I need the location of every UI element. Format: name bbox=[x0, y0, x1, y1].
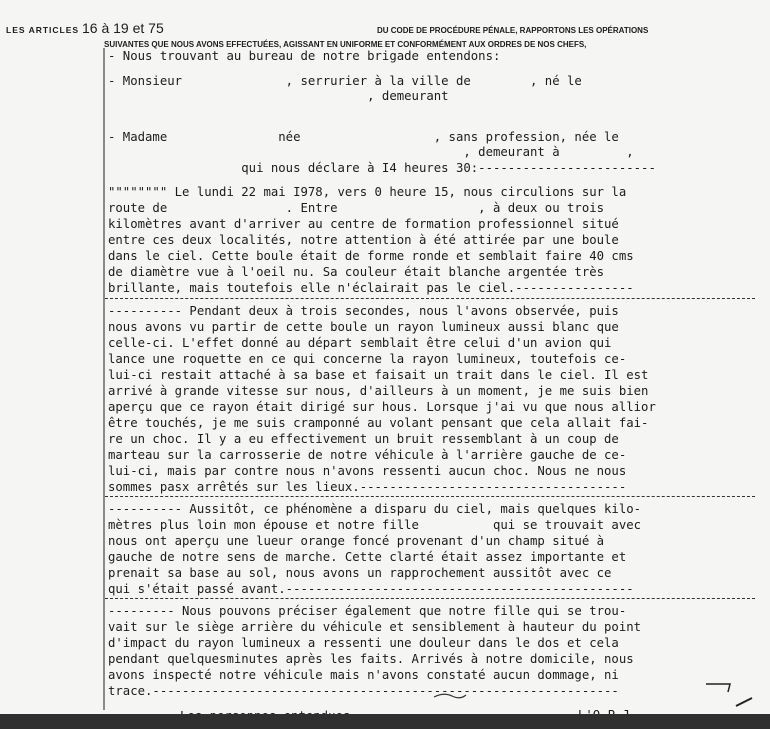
text-line: qui s'était passé avant.----------------------------------------------- bbox=[108, 582, 634, 596]
handwritten-mark bbox=[430, 690, 470, 704]
margin-rule bbox=[103, 48, 105, 710]
text-line: d'impact du rayon lumineux a ressenti une douleur dans le dos et cela bbox=[108, 636, 619, 650]
text-line: --------- Nous pouvons préciser également que notre fille qui se trou- bbox=[108, 604, 627, 618]
separator-rule bbox=[105, 496, 755, 497]
text-line: aperçu que ce rayon était dirigé sur hous. Lorsque j'ai vu que nous allior bbox=[108, 400, 656, 414]
text-line: - Nous trouvant au bureau de notre brigade entendons: bbox=[108, 49, 501, 63]
articles-numbers: 16 à 19 et 75 bbox=[82, 20, 164, 36]
code-line-2: SUIVANTES QUE NOUS AVONS EFFECTUÉES, AGISSANT EN UNIFORME ET CONFORMÉMENT AUX ORDRES DE NOS CHEFS, bbox=[104, 40, 587, 49]
articles-label: LES ARTICLES bbox=[6, 25, 80, 35]
text-line: ---------- Pendant deux à trois secondes, nous l'avons observée, puis bbox=[108, 304, 619, 318]
text-line: route de . Entre , à deux ou trois bbox=[108, 201, 605, 215]
text-line: nous ont aperçu une lueur orange foncé provenant d'un champ situé à bbox=[108, 534, 605, 548]
text-line: nous avons vu partir de cette boule un rayon lumineux aussi blanc que bbox=[108, 320, 619, 334]
text-line: , demeurant bbox=[108, 89, 449, 103]
text-line: trace.--------------------------------------------------------------- bbox=[108, 684, 619, 698]
text-line: sommes pasx arrêtés sur les lieux.------------------------------------ bbox=[108, 480, 627, 494]
code-line-1: DU CODE DE PROCÉDURE PÉNALE, RAPPORTONS LES OPÉRATIONS bbox=[377, 26, 649, 35]
text-line: ---------- Aussitôt, ce phénomène a disparu du ciel, mais quelques kilo- bbox=[108, 502, 642, 516]
text-line: arrivé à grande vitesse sur nous, d'ailleurs à un moment, je me suis bien bbox=[108, 384, 649, 398]
text-line: qui nous déclare à I4 heures 30:------------------------ bbox=[108, 161, 656, 175]
text-line: dans le ciel. Cette boule était de forme ronde et semblait faire 40 cms bbox=[108, 249, 634, 263]
bottom-edge-band bbox=[0, 714, 770, 729]
text-line: être touchés, je me suis cramponné au volant pensant que cela allait fai- bbox=[108, 416, 649, 430]
text-line: marteau sur la carrosserie de notre véhicule à l'arrière gauche de ce- bbox=[108, 448, 627, 462]
text-line: brillante, mais toutefois elle n'éclairait pas le ciel.---------------- bbox=[108, 281, 634, 295]
text-line: lui-ci restait attaché à sa base et faisait un trait dans le ciel. Il est bbox=[108, 368, 649, 382]
separator-rule bbox=[105, 298, 755, 299]
text-line: vait sur le siège arrière du véhicule et sensiblement à hauteur du point bbox=[108, 620, 642, 634]
text-line: gauche de notre sens de marche. Cette clarté était assez importante et bbox=[108, 550, 627, 564]
text-line: de diamètre vue à l'oeil nu. Sa couleur était blanche argentée très bbox=[108, 265, 605, 279]
text-line: - Monsieur , serrurier à la ville de , né le bbox=[108, 74, 582, 88]
text-line: prenait sa base au sol, nous avons un rapprochement aussitôt avec ce bbox=[108, 566, 612, 580]
text-line: - Madame née , sans profession, née le bbox=[108, 130, 619, 144]
text-line: lui-ci, mais par contre nous n'avons ressenti aucun choc. Nous ne nous bbox=[108, 464, 627, 478]
separator-rule bbox=[105, 598, 755, 599]
text-line: kilomètres avant d'arriver au centre de formation professionnel situé bbox=[108, 217, 619, 231]
text-line: entre ces deux localités, notre attention à été attirée par une boule bbox=[108, 233, 619, 247]
text-line: mètres plus loin mon épouse et notre fille qui se trouvait avec bbox=[108, 518, 642, 532]
text-line: pendant quelquesminutes après les faits. Arrivés à notre domicile, nous bbox=[108, 652, 634, 666]
text-line: celle-ci. L'effet donné au départ semblait être celui d'un avion qui bbox=[108, 336, 612, 350]
text-line: re un choc. Il y a eu effectivement un bruit ressemblant à un coup de bbox=[108, 432, 619, 446]
text-line: avons inspecté notre véhicule mais n'avons constaté aucun dommage, ni bbox=[108, 668, 619, 682]
text-line: , demeurant à , bbox=[108, 145, 634, 159]
text-line: lance une roquette en ce qui concerne la rayon lumineux, toutefois ce- bbox=[108, 352, 627, 366]
text-line: """""""" Le lundi 22 mai I978, vers 0 heure 15, nous circulions sur la bbox=[108, 185, 627, 199]
handwritten-mark bbox=[700, 676, 760, 712]
